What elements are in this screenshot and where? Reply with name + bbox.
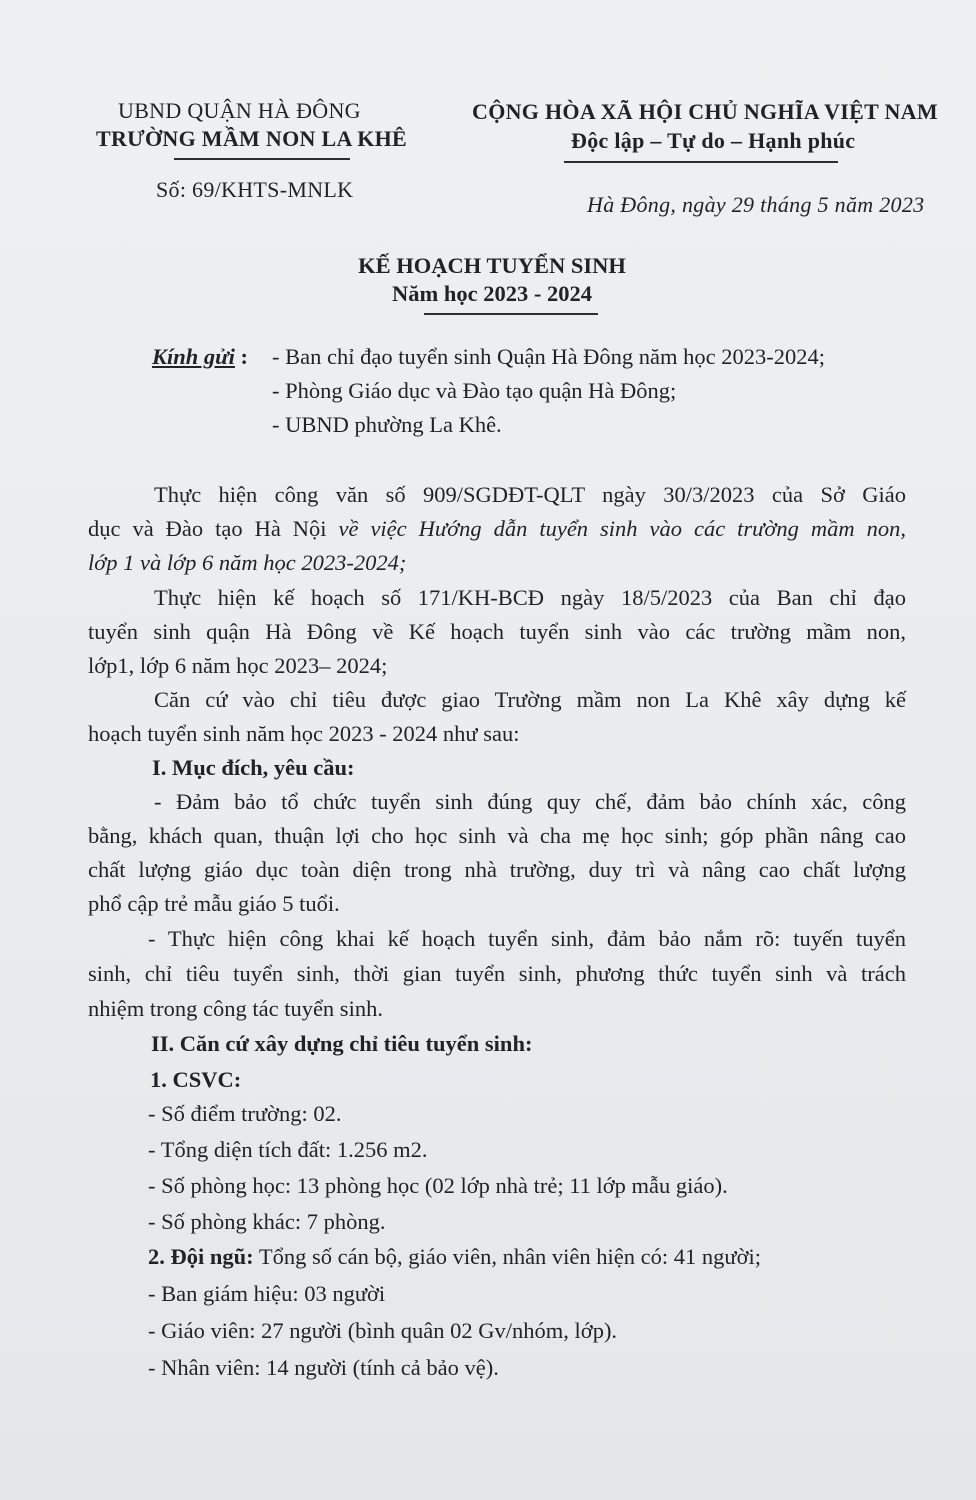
staff-item-2: - Giáo viên: 27 người (bình quân 02 Gv/nhóm, lớp). [148, 1318, 618, 1343]
para2-line3: lớp1, lớp 6 năm học 2023– 2024; [88, 653, 388, 678]
para1-line1: Thực hiện công văn số 909/SGDĐT-QLT ngày 30/3/2023 của Sở Giáo [154, 482, 906, 507]
staff-item-1: - Ban giám hiệu: 03 người [148, 1281, 386, 1306]
para1-line3: lớp 1 và lớp 6 năm học 2023-2024; [88, 550, 407, 575]
para1-line2-italic: về việc Hướng dẫn tuyển sinh vào các trường mầm non, [338, 516, 906, 541]
sec1a-line4: phổ cập trẻ mẫu giáo 5 tuổi. [88, 891, 340, 916]
section-2-heading: II. Căn cứ xây dựng chỉ tiêu tuyển sinh: [151, 1031, 533, 1056]
sec1b-line3: nhiệm trong công tác tuyển sinh. [88, 996, 383, 1021]
nation-title: CỘNG HÒA XÃ HỘI CHỦ NGHĨA VIỆT NAM [472, 99, 938, 124]
recipient-3: - UBND phường La Khê. [272, 412, 502, 437]
motto-underline [564, 161, 838, 163]
school-underline [174, 158, 350, 160]
sec1a-line1: - Đảm bảo tổ chức tuyển sinh đúng quy chế, đảm bảo chính xác, công [154, 789, 906, 814]
sec1a-line2: bằng, khách quan, thuận lợi cho học sinh và cha mẹ học sinh; góp phần nâng cao [88, 823, 906, 848]
recipient-label-text: Kính gửi [152, 344, 235, 369]
staff-item-3: - Nhân viên: 14 người (tính cả bảo vệ). [148, 1355, 499, 1380]
subsection-staff [148, 1240, 761, 1274]
para1-line2-normal: dục và Đào tạo Hà Nội [88, 516, 339, 541]
para1-line2 [88, 512, 906, 546]
title-underline [424, 313, 598, 315]
recipient-label [152, 344, 248, 370]
place-and-date: Hà Đông, ngày 29 tháng 5 năm 2023 [587, 192, 925, 217]
sec1b-line1: - Thực hiện công khai kế hoạch tuyển sinh, đảm bảo nắm rõ: tuyến tuyển [148, 926, 906, 951]
subsection-staff-heading: 2. Đội ngũ: [148, 1244, 254, 1269]
school-year: Năm học 2023 - 2024 [392, 281, 592, 306]
recipient-label-colon: : [234, 344, 249, 369]
section-1-heading: I. Mục đích, yêu cầu: [152, 755, 355, 780]
national-motto: Độc lập – Tự do – Hạnh phúc [571, 128, 856, 153]
csvc-item-1: - Số điểm trường: 02. [148, 1101, 342, 1126]
sec1a-line3: chất lượng giáo dục toàn diện trong nhà trường, duy trì và nâng cao chất lượng [88, 857, 906, 882]
csvc-item-4: - Số phòng khác: 7 phòng. [148, 1209, 386, 1234]
subsection-staff-text: Tổng số cán bộ, giáo viên, nhân viên hiện có: 41 người; [253, 1244, 761, 1269]
sec1b-line2: sinh, chỉ tiêu tuyển sinh, thời gian tuyển sinh, phương thức tuyển sinh và trách [88, 961, 906, 986]
document-title: KẾ HOẠCH TUYỂN SINH [358, 253, 626, 278]
csvc-item-3: - Số phòng học: 13 phòng học (02 lớp nhà trẻ; 11 lớp mẫu giáo). [148, 1173, 728, 1198]
school-name: TRƯỜNG MẦM NON LA KHÊ [96, 126, 408, 151]
recipient-2: - Phòng Giáo dục và Đào tạo quận Hà Đông; [272, 378, 677, 403]
document-number: Số: 69/KHTS-MNLK [156, 177, 354, 202]
issuing-authority: UBND QUẬN HÀ ĐÔNG [118, 98, 361, 123]
recipient-1: - Ban chỉ đạo tuyển sinh Quận Hà Đông năm học 2023-2024; [272, 344, 826, 369]
para3-line1: Căn cứ vào chỉ tiêu được giao Trường mầm non La Khê xây dựng kế [154, 687, 906, 712]
para3-line2: hoạch tuyển sinh năm học 2023 - 2024 như sau: [88, 721, 520, 746]
para2-line1: Thực hiện kế hoạch số 171/KH-BCĐ ngày 18/5/2023 của Ban chỉ đạo [154, 585, 906, 610]
para2-line2: tuyển sinh quận Hà Đông về Kế hoạch tuyển sinh vào các trường mầm non, [88, 619, 906, 644]
subsection-csvc-heading: 1. CSVC: [150, 1067, 242, 1092]
csvc-item-2: - Tổng diện tích đất: 1.256 m2. [148, 1137, 428, 1162]
